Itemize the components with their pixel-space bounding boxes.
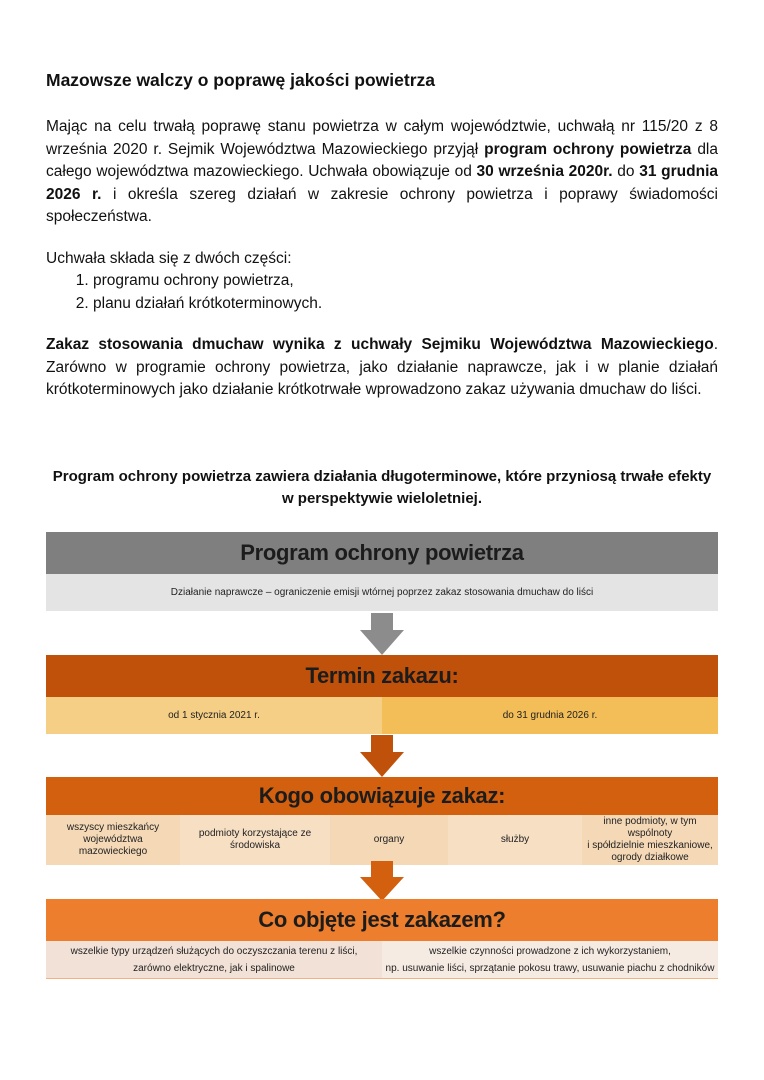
scope-row <box>46 941 718 979</box>
parts-list <box>46 270 322 315</box>
group-cell: wszyscy mieszkańcy województwa mazowieckiego <box>46 815 180 865</box>
program-description: Działanie naprawcze – ograniczenie emisji wtórnej poprzez zakaz stosowania dmuchaw do liści <box>46 574 718 611</box>
termin-row <box>46 697 718 734</box>
section-header-program: Program ochrony powietrza <box>46 532 718 574</box>
scope-devices: wszelkie typy urządzeń służących do oczyszczania terenu z liści, zarówno elektryczne, jak i spalinowe <box>46 941 382 978</box>
section-header-kogo: Kogo obowiązuje zakaz: <box>46 777 718 815</box>
intro-paragraph: Mając na celu trwałą poprawę stanu powietrza w całym województwie, uchwałą nr 115/20 z 8 września 2020 r. Sejmik Województwa Mazowieckiego przyjął program ochrony powietrza dla całego województwa mazowieckiego. Uchwała obowiązuje od 30 września 2020r. do 31 grudnia 2026 r. i określa szereg działań w zakresie ochrony powietrza i poprawy świadomości społeczeństwa. <box>46 118 719 225</box>
group-cell: inne podmioty, w tym wspólnoty i spółdzielnie mieszkaniowe, ogrody działkowe <box>582 815 718 865</box>
parts-intro: Uchwała składa się z dwóch części: <box>46 250 292 267</box>
group-cell: służby <box>448 815 582 865</box>
group-cell: organy <box>330 815 448 865</box>
down-arrow-icon <box>360 613 404 655</box>
termin-to: do 31 grudnia 2026 r. <box>382 697 718 734</box>
ban-paragraph: Zakaz stosowania dmuchaw wynika z uchwały Sejmiku Województwa Mazowieckiego. Zarówno w programie ochrony powietrza, jako działanie naprawcze, jak i w planie działań krótkoterminowych jako działanie krótkotrwałe wprowadzono zakaz używania dmuchaw do liści. <box>46 336 718 398</box>
diagram-heading: Program ochrony powietrza zawiera działania długoterminowe, które przyniosą trwałe efekty w perspektywie wieloletniej. <box>52 468 712 507</box>
section-header-termin: Termin zakazu: <box>46 655 718 697</box>
down-arrow-icon <box>360 735 404 777</box>
scope-activities: wszelkie czynności prowadzone z ich wykorzystaniem, np. usuwanie liści, sprzątanie pokosu trawy, usuwanie piachu z chodników <box>382 941 718 978</box>
groups-row <box>46 815 718 865</box>
down-arrow-icon <box>360 861 404 903</box>
section-header-co: Co objęte jest zakazem? <box>46 899 718 941</box>
group-cell: podmioty korzystające ze środowiska <box>180 815 330 865</box>
list-item: 2. planu działań krótkoterminowych. <box>93 293 322 316</box>
termin-from: od 1 stycznia 2021 r. <box>46 697 382 734</box>
page-title: Mazowsze walczy o poprawę jakości powietrza <box>46 70 436 90</box>
list-item: 1. programu ochrony powietrza, <box>93 270 322 293</box>
